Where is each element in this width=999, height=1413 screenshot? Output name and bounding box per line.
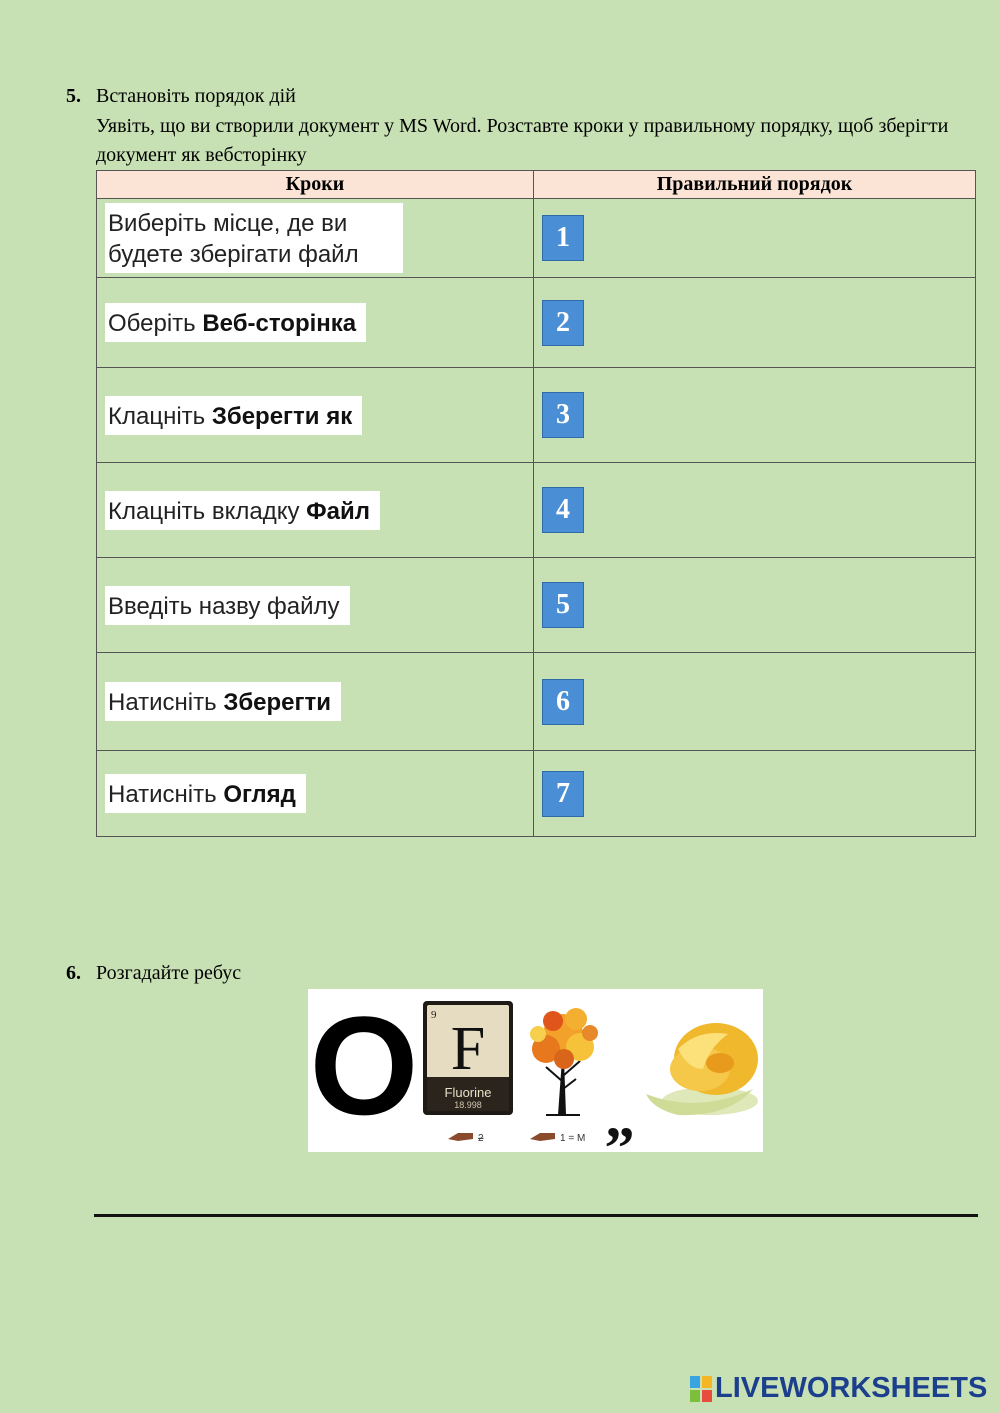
order-cell	[534, 558, 976, 653]
steps-table	[96, 170, 976, 837]
step-text: Введіть назву файлу	[108, 592, 340, 620]
step-text: Клацніть	[108, 402, 212, 430]
hint-1	[448, 1133, 484, 1144]
step-text: Натисніть	[108, 781, 224, 808]
hint-2	[530, 1133, 585, 1144]
step-cell	[97, 368, 534, 463]
task-5-instruction: Уявіть, що ви створили документ у MS Word. Розставте кроки у правильному порядку, щоб зберігти документ як вебсторінку	[96, 115, 949, 166]
order-cell	[534, 199, 976, 278]
answer-line[interactable]	[94, 1214, 978, 1217]
order-cell	[534, 653, 976, 751]
order-cell	[534, 751, 976, 837]
task-5-number: 5.	[66, 85, 81, 107]
rebus-image	[308, 989, 763, 1152]
hint-2-text: 1 = M	[560, 1133, 586, 1144]
step-bold-text: Зберегти	[223, 689, 332, 716]
step-bold-text: Файл	[306, 497, 370, 525]
step-cell	[97, 751, 534, 837]
order-box[interactable]: 3	[542, 392, 584, 438]
step-bold-text: Веб-сторінка	[202, 310, 357, 337]
logo-text: LIVEWORKSHEETS	[715, 1372, 988, 1404]
order-box[interactable]: 1	[542, 215, 584, 261]
step-cell	[97, 463, 534, 558]
rebus-comma: „	[605, 1084, 635, 1150]
step-label[interactable]	[105, 303, 366, 342]
rebus-letter: O	[309, 989, 419, 1144]
hint-1-text: 2	[478, 1133, 484, 1144]
step-bold-text: Зберегти як	[211, 402, 353, 430]
order-header: Правильний порядок	[534, 171, 976, 199]
step-text: Клацніть вкладку	[108, 497, 307, 525]
step-label[interactable]	[105, 396, 362, 435]
step-bold-text: Огляд	[223, 781, 296, 808]
order-box[interactable]: 4	[542, 487, 584, 533]
steps-header: Кроки	[97, 171, 534, 199]
table-row	[97, 751, 976, 837]
step-text: Натисніть	[108, 689, 224, 716]
table-row	[97, 653, 976, 751]
step-label[interactable]	[105, 203, 403, 273]
element-number: 9	[431, 1009, 437, 1021]
table-row	[97, 463, 976, 558]
step-label[interactable]	[105, 491, 380, 530]
step-text: Виберіть місце, де ви будете зберігати файл	[108, 210, 359, 268]
order-box[interactable]: 6	[542, 679, 584, 725]
order-box[interactable]: 7	[542, 771, 584, 817]
order-cell	[534, 368, 976, 463]
step-label[interactable]	[105, 774, 306, 813]
step-cell	[97, 199, 534, 278]
tree-icon	[530, 1008, 598, 1115]
element-tile	[423, 1001, 513, 1115]
element-mass: 18.998	[454, 1100, 482, 1110]
melon-icon	[646, 1023, 758, 1115]
rebus-svg	[308, 989, 763, 1152]
step-cell	[97, 558, 534, 653]
order-box[interactable]: 2	[542, 300, 584, 346]
step-label[interactable]	[105, 586, 350, 625]
step-cell	[97, 278, 534, 368]
order-cell	[534, 278, 976, 368]
logo-icon	[690, 1376, 712, 1402]
order-box[interactable]: 5	[542, 582, 584, 628]
task-5-title: Встановіть порядок дій	[96, 85, 296, 107]
table-row	[97, 368, 976, 463]
element-symbol: F	[450, 1015, 486, 1083]
step-cell	[97, 653, 534, 751]
table-row	[97, 278, 976, 368]
table-row	[97, 199, 976, 278]
step-text: Оберіть	[108, 310, 203, 337]
task-6-title: Розгадайте ребус	[96, 962, 242, 984]
step-label[interactable]	[105, 682, 341, 721]
table-header-row	[97, 171, 976, 199]
order-cell	[534, 463, 976, 558]
element-name: Fluorine	[444, 1085, 492, 1100]
task-6-number: 6.	[66, 962, 81, 984]
table-row	[97, 558, 976, 653]
liveworksheets-logo	[690, 1372, 987, 1405]
